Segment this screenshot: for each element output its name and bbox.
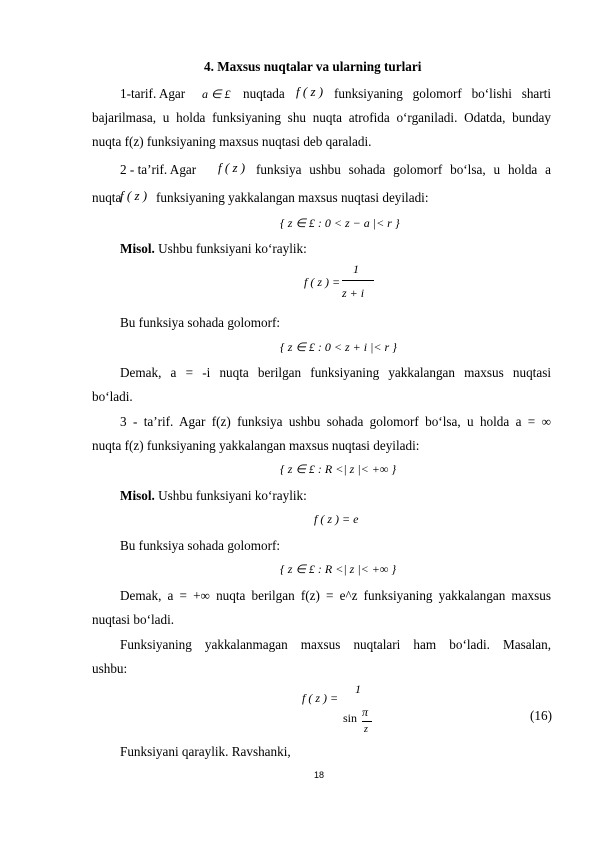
formula-z: z <box>364 724 368 735</box>
section-title: 4. Maxsus nuqtalar va ularning turlari <box>204 59 422 74</box>
example-label: Misol. <box>120 488 155 503</box>
fraction-denominator: z + i <box>342 286 365 300</box>
nonisolated-line2: ushbu: <box>92 661 128 676</box>
formula-fz: f ( z ) <box>218 160 246 175</box>
formula-fz: f ( z ) <box>296 84 324 99</box>
example-text: Ushbu funksiyani ko‘raylik: <box>154 241 307 256</box>
example1-intro <box>120 241 307 257</box>
def2-text-nuqta: nuqta <box>92 190 122 205</box>
example2-intro <box>120 488 307 504</box>
example1-conclusion: Demak, a = -i nuqta berilgan funksiyaning yakkalangan maxsus nuqtasi <box>120 365 551 380</box>
last-line: Funksiyani qaraylik. Ravshanki, <box>120 744 291 759</box>
formula-domain: { z ∈ £ : 0 < z + i |< r } <box>280 340 397 354</box>
def2-text-end: funksiyaning yakkalangan maxsus nuqtasi deyiladi: <box>156 190 429 205</box>
formula-sin: sin <box>343 711 358 725</box>
formula-punctured-disk: { z ∈ £ : 0 < z − a |< r } <box>280 216 400 230</box>
fraction-numerator: 1 <box>355 682 361 696</box>
example2-conclusion: Demak, a = +∞ nuqta berilgan f(z) = e^z funksiyaning yakkalangan maxsus <box>120 588 551 603</box>
def1-text-end: funksiyaning golomorf bo‘lishi sharti <box>334 86 551 101</box>
page-number: 18 <box>314 770 325 780</box>
def2-text-mid: funksiya ushbu sohada golomorf bo‘lsa, u holda a <box>256 162 551 177</box>
formula-a-in-c: a ∈ £ <box>202 87 231 101</box>
def3-line2: nuqta f(z) funksiyaning yakkalangan maxsus nuqtasi deyiladi: <box>92 438 420 453</box>
formula-domain: { z ∈ £ : R <| z |< +∞ } <box>280 562 397 576</box>
example2-conclusion-end: nuqtasi bo‘ladi. <box>92 612 175 627</box>
example-label: Misol. <box>120 241 155 256</box>
formula-pi: π <box>362 705 369 719</box>
fraction-bar <box>362 721 372 722</box>
example1-domain-text: Bu funksiya sohada golomorf: <box>120 315 281 330</box>
def3-line1: 3 - ta’rif. Agar f(z) funksiya ushbu sohada golomorf bo‘lsa, u holda a = ∞ <box>120 414 551 429</box>
example-text: Ushbu funksiyani ko‘raylik: <box>154 488 307 503</box>
def2-text-start: 2 - ta’rif. Agar <box>120 162 197 177</box>
formula-exp: f ( z ) = e <box>314 512 359 526</box>
fraction-numerator: 1 <box>353 262 359 276</box>
def1-text-start: 1-tarif. Agar <box>120 86 186 101</box>
example1-conclusion-end: bo‘ladi. <box>92 389 133 404</box>
def1-text-nuqtada: nuqtada <box>243 86 285 101</box>
def1-line2: bajarilmasa, u holda funksiyaning shu nuqta atrofida o‘rganiladi. Odatda, bunday <box>92 110 551 125</box>
formula-annulus: { z ∈ £ : R <| z |< +∞ } <box>280 462 397 476</box>
nonisolated-line1: Funksiyaning yakkalanmagan maxsus nuqtalari ham bo‘ladi. Masalan, <box>120 637 551 652</box>
equation-number: (16) <box>530 708 552 723</box>
formula-fz: f ( z ) <box>120 188 148 203</box>
fraction-bar <box>342 280 374 281</box>
formula-lhs: f ( z ) = <box>302 691 339 705</box>
formula-lhs: f ( z ) = <box>304 275 341 289</box>
example2-domain-text: Bu funksiya sohada golomorf: <box>120 538 281 553</box>
def1-line3: nuqta f(z) funksiyaning maxsus nuqtasi deb qaraladi. <box>92 134 372 149</box>
